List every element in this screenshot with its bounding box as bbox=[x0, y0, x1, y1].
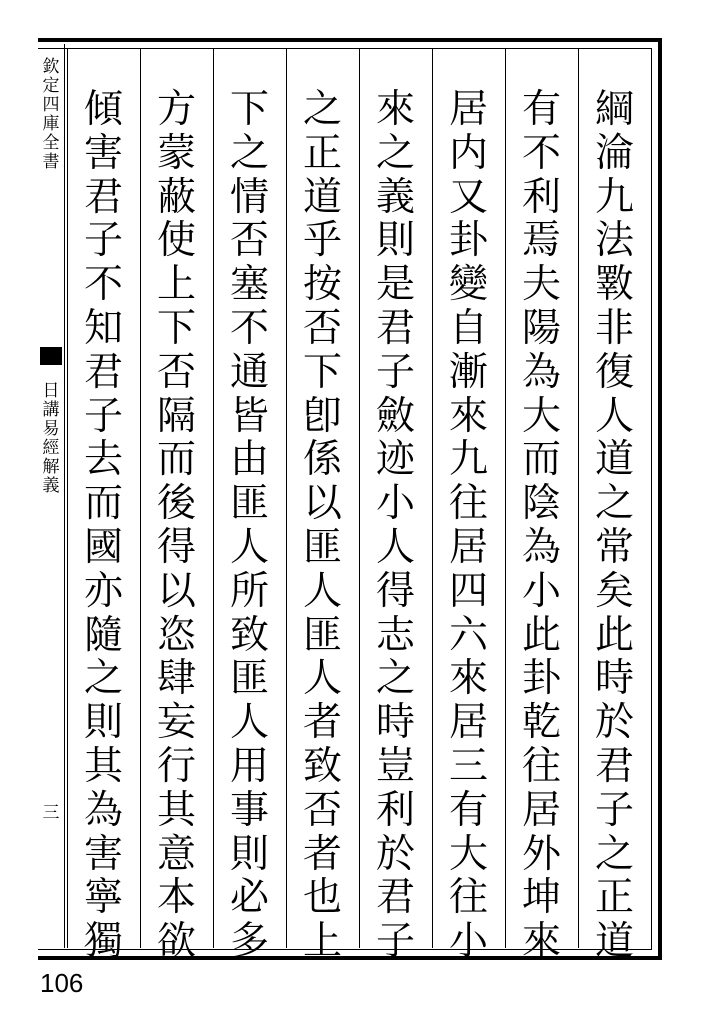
page-number: 106 bbox=[40, 968, 84, 998]
column-text: 之 正 道 乎 按 否 下 卽 係 以 匪 人 匪 人 者 致 否 者 也 上 bbox=[302, 87, 342, 965]
text-column bbox=[286, 48, 358, 965]
fishtail-mark bbox=[40, 347, 62, 365]
text-column bbox=[578, 48, 650, 965]
text-column bbox=[67, 48, 139, 965]
column-text: 來 之 義 則 是 君 子 斂 迹 小 人 得 志 之 時 豈 利 於 君 子 bbox=[375, 87, 415, 965]
book-title: 欽 定 四 庫 全 書 bbox=[42, 57, 60, 172]
column-text: 綱 淪 九 法 斁 非 復 人 道 之 常 矣 此 時 於 君 子 之 正 道 bbox=[594, 87, 634, 965]
text-column bbox=[505, 48, 577, 965]
text-column bbox=[432, 48, 504, 965]
text-column bbox=[213, 48, 285, 965]
column-text: 居 内 又 卦 變 自 漸 來 九 往 居 四 六 來 居 三 有 大 往 小 bbox=[448, 87, 488, 965]
column-text: 傾 害 君 子 不 知 君 子 去 而 國 亦 隨 之 則 其 為 害 寧 獨 bbox=[83, 87, 123, 965]
chapter-title: 日 講 易 經 解 義 bbox=[42, 381, 60, 496]
text-column bbox=[140, 48, 212, 965]
folio-number: 三 bbox=[42, 803, 60, 823]
text-column bbox=[359, 48, 431, 965]
column-text: 有 不 利 焉 夫 陽 為 大 而 陰 為 小 此 卦 乾 往 居 外 坤 來 bbox=[521, 87, 561, 965]
margin-strip bbox=[38, 44, 65, 948]
column-text: 方 蒙 蔽 使 上 下 否 隔 而 後 得 以 恣 肆 妄 行 其 意 本 欲 bbox=[156, 87, 196, 965]
column-text: 下 之 情 否 塞 不 通 皆 由 匪 人 所 致 匪 人 用 事 則 必 多 bbox=[229, 87, 269, 965]
